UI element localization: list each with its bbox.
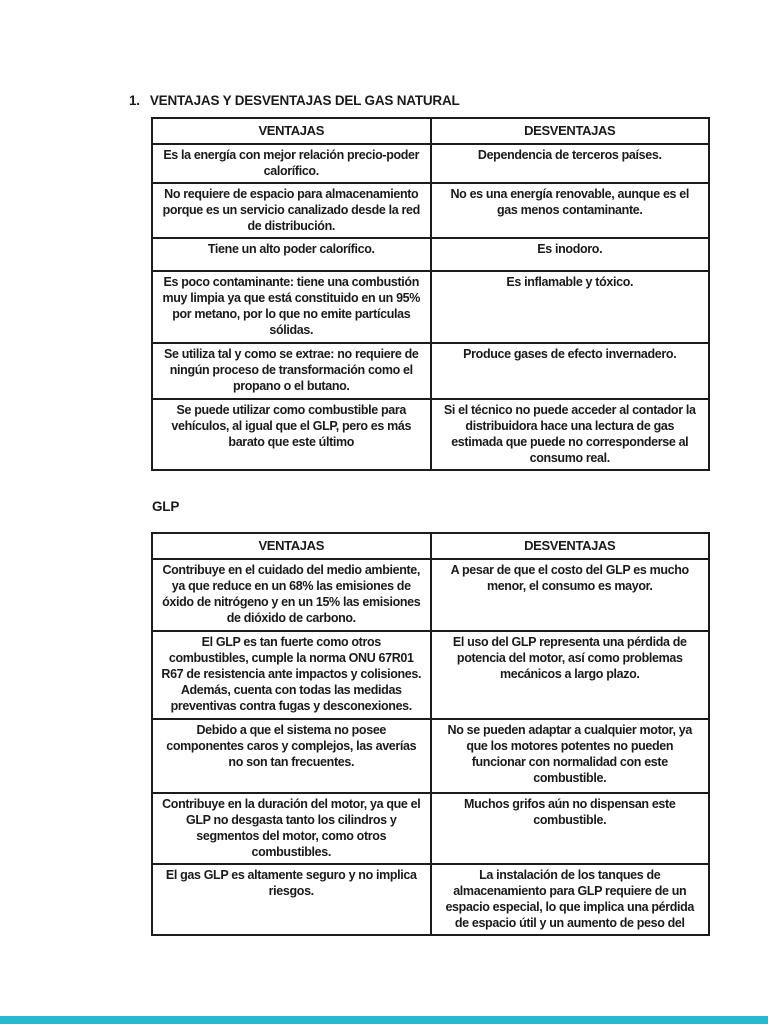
ventajas-header-cell: VENTAJAS	[152, 533, 431, 559]
ventaja-cell: Es poco contaminante: tiene una combustión muy limpia ya que está constituido en un 95% por metano, por lo que no emite partículas sólidas.	[152, 271, 431, 343]
section-number: 1.	[129, 93, 140, 108]
ventaja-cell: El GLP es tan fuerte como otros combustibles, cumple la norma ONU 67R01 R67 de resistencia ante impactos y colisiones. Además, cuenta con todas las medidas preventivas contra fugas y desconexiones.	[152, 631, 431, 719]
desventajas-header-cell: DESVENTAJAS	[431, 533, 710, 559]
gas-natural-comparison-table	[151, 117, 710, 471]
desventaja-cell: Si el técnico no puede acceder al contador la distribuidora hace una lectura de gas estimada que puede no corresponderse al consumo real.	[431, 399, 710, 470]
table-row	[152, 238, 709, 271]
ventaja-cell: Debido a que el sistema no posee componentes caros y complejos, las averías no son tan frecuentes.	[152, 719, 431, 793]
table-row	[152, 864, 709, 935]
desventaja-cell: Dependencia de terceros países.	[431, 144, 710, 183]
ventaja-cell: Tiene un alto poder calorífico.	[152, 238, 431, 271]
viewer-footer-bar	[0, 1016, 768, 1024]
table-row	[152, 793, 709, 864]
ventajas-header-cell: VENTAJAS	[152, 118, 431, 144]
section-heading	[129, 93, 460, 108]
desventaja-cell: Es inflamable y tóxico.	[431, 271, 710, 343]
desventaja-cell: La instalación de los tanques de almacenamiento para GLP requiere de un espacio especial, lo que implica una pérdida de espacio útil y un aumento de peso del	[431, 864, 710, 935]
ventaja-cell: Se utiliza tal y como se extrae: no requiere de ningún proceso de transformación como el propano o el butano.	[152, 343, 431, 399]
desventaja-cell: No es una energía renovable, aunque es el gas menos contaminante.	[431, 183, 710, 238]
desventaja-cell: A pesar de que el costo del GLP es mucho menor, el consumo es mayor.	[431, 559, 710, 631]
desventaja-cell: El uso del GLP representa una pérdida de potencia del motor, así como problemas mecánicos a largo plazo.	[431, 631, 710, 719]
ventaja-cell: Contribuye en la duración del motor, ya que el GLP no desgasta tanto los cilindros y segmentos del motor, como otros combustibles.	[152, 793, 431, 864]
table-header-row	[152, 533, 709, 559]
section-title: VENTAJAS Y DESVENTAJAS DEL GAS NATURAL	[149, 93, 460, 108]
table-row	[152, 719, 709, 793]
desventaja-cell: Es inodoro.	[431, 238, 710, 271]
table-row	[152, 559, 709, 631]
table-row	[152, 271, 709, 343]
table-row	[152, 631, 709, 719]
glp-subheading: GLP	[152, 499, 180, 514]
ventaja-cell: Contribuye en el cuidado del medio ambiente, ya que reduce en un 68% las emisiones de óxido de nitrógeno y en un 15% las emisiones de dióxido de carbono.	[152, 559, 431, 631]
glp-comparison-table	[151, 532, 710, 936]
ventaja-cell: Se puede utilizar como combustible para vehículos, al igual que el GLP, pero es más barato que este último	[152, 399, 431, 470]
table-row	[152, 343, 709, 399]
table-header-row	[152, 118, 709, 144]
table-row	[152, 183, 709, 238]
desventaja-cell: Produce gases de efecto invernadero.	[431, 343, 710, 399]
ventaja-cell: El gas GLP es altamente seguro y no implica riesgos.	[152, 864, 431, 935]
desventaja-cell: No se pueden adaptar a cualquier motor, ya que los motores potentes no pueden funcionar con normalidad con este combustible.	[431, 719, 710, 793]
desventajas-header-cell: DESVENTAJAS	[431, 118, 710, 144]
ventaja-cell: Es la energía con mejor relación precio-poder calorífico.	[152, 144, 431, 183]
table-row	[152, 399, 709, 470]
ventaja-cell: No requiere de espacio para almacenamiento porque es un servicio canalizado desde la red de distribución.	[152, 183, 431, 238]
desventaja-cell: Muchos grifos aún no dispensan este combustible.	[431, 793, 710, 864]
table-row	[152, 144, 709, 183]
